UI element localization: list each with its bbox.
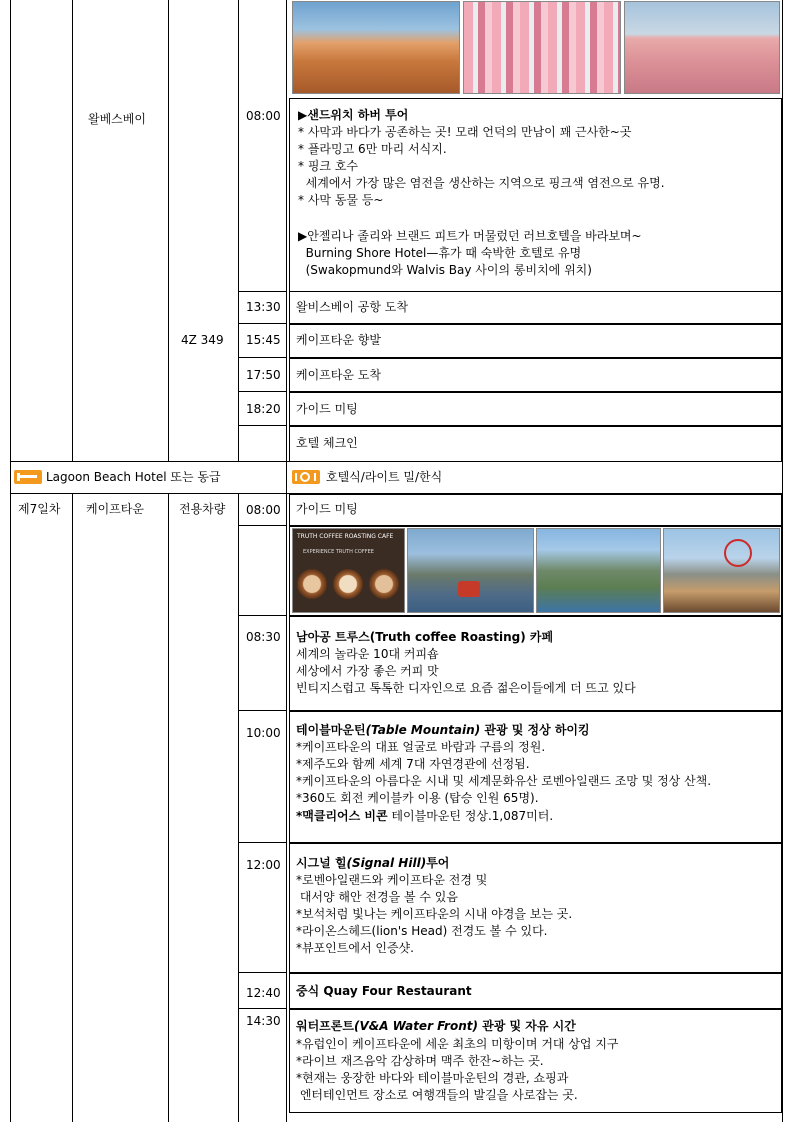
hotel-name: Lagoon Beach Hotel 또는 동급 (46, 470, 221, 484)
detail-line: * 사막 동물 등~ (298, 193, 384, 207)
flamingo-photo (463, 1, 621, 94)
col-line (286, 461, 287, 494)
signal-hill-title (296, 855, 449, 872)
time-0800: 08:00 (246, 109, 281, 123)
waterfront-title (296, 1018, 576, 1035)
truth-coffee-details (296, 646, 636, 697)
detail-line: *360도 회전 케이블카 이용 (탑승 인원 65명). (296, 791, 539, 805)
col-line-4 (238, 0, 239, 462)
time-0830: 08:30 (246, 630, 281, 644)
love-hotel-details (298, 228, 642, 279)
waterfront-photo (663, 528, 780, 613)
detail-line: * 플라밍고 6만 마리 서식지. (298, 142, 447, 156)
detail-line: *제주도와 함께 세계 7대 자연경관에 선정됨. (296, 757, 530, 771)
row-divider (238, 615, 287, 616)
title-part: (Table Mountain) (365, 723, 481, 737)
day6-city: 왈베스베이 (88, 112, 146, 126)
col-line-3 (168, 0, 169, 462)
detail-line: *보석처럼 빛나는 케이프타운의 시내 야경을 보는 곳. (296, 907, 573, 921)
title-part: 시그널 힐 (296, 856, 347, 870)
row-divider (238, 291, 287, 292)
detail-line: * 핑크 호수 (298, 159, 358, 173)
row-divider (10, 461, 783, 462)
lunch-title: 중식 Quay Four Restaurant (296, 984, 472, 998)
time-0800-day7: 08:00 (246, 503, 281, 517)
table-mountain-details (296, 739, 711, 825)
meal-icon (292, 470, 320, 484)
row-divider (238, 391, 287, 392)
capetown-arrival-text: 케이프타운 도착 (296, 368, 381, 382)
lions-head-photo (536, 528, 661, 613)
table-mountain-cable-car-photo (407, 528, 534, 613)
sand-dunes-photo (292, 1, 460, 94)
detail-line: *현재는 웅장한 바다와 테이블마운틴의 경관, 쇼핑과 (296, 1071, 569, 1085)
detail-line: 대서양 해안 전경을 볼 수 있음 (296, 890, 458, 904)
row-divider (238, 972, 287, 973)
col-line-6 (782, 0, 783, 462)
time-1545: 15:45 (246, 333, 281, 347)
col-line-2 (72, 0, 73, 462)
row-divider (238, 710, 287, 711)
capetown-departure-text: 케이프타운 향발 (296, 333, 381, 347)
row-divider (238, 357, 287, 358)
detail-line: 세상에서 가장 좋은 커피 맛 (296, 664, 439, 678)
title-part: 워터프론트 (296, 1019, 354, 1033)
detail-line: *라이브 재즈음악 감상하며 맥주 한잔~하는 곳. (296, 1054, 544, 1068)
detail-line: *케이프타운의 아름다운 시내 및 세계문화유산 로벤아일랜드 조망 및 정상 산책. (296, 774, 712, 788)
detail-line: *유럽인이 케이프타운에 세운 최초의 미항이며 거대 상업 지구 (296, 1037, 619, 1051)
detail-line: 세계의 놀라운 10대 커피숍 (296, 647, 439, 661)
col-line-2 (72, 493, 73, 1122)
detail-line: *로벤아일랜드와 케이프타운 전경 및 (296, 873, 488, 887)
day-label: 제7일차 (18, 502, 61, 516)
airport-arrival-text: 왈비스베이 공항 도착 (296, 300, 408, 314)
row-divider (238, 525, 287, 526)
time-1330: 13:30 (246, 300, 281, 314)
pink-lake-photo (624, 1, 780, 94)
title-part: (Signal Hill) (346, 856, 427, 870)
col-line-5 (286, 493, 287, 1122)
col-line-3 (168, 493, 169, 1122)
col-line-6 (782, 493, 783, 1122)
row-divider (238, 842, 287, 843)
col-line (10, 461, 11, 494)
hotel-checkin-text: 호텔 체크인 (296, 436, 358, 450)
title-part: 관광 및 자유 시간 (477, 1019, 576, 1033)
detail-line: 빈티지스럽고 톡톡한 디자인으로 요즘 젊은이들에게 더 뜨고 있다 (296, 681, 636, 695)
detail-bold: *맥클리어스 비콘 (296, 809, 388, 823)
row-divider (238, 425, 287, 426)
col-line-5 (286, 0, 287, 462)
time-1750: 17:50 (246, 368, 281, 382)
detail-line: *케이프타운의 대표 얼굴로 바람과 구름의 정원. (296, 740, 546, 754)
time-1820: 18:20 (246, 402, 281, 416)
day7-transport: 전용차량 (179, 502, 226, 516)
photo-caption: TRUTH COFFEE ROASTING CAFE (297, 533, 394, 540)
detail-rest: 테이블마운틴 정상.1,087미터. (387, 809, 554, 823)
row-divider (238, 323, 287, 324)
detail-line (296, 808, 711, 825)
guide-meeting-text: 가이드 미팅 (296, 402, 358, 416)
detail-line: (Swakopmund와 Walvis Bay 사이의 롱비치에 위치) (298, 263, 592, 277)
detail-line: *뷰포인트에서 인증샷. (296, 941, 414, 955)
detail-line: ▶안젤리나 졸리와 브랜드 피트가 머물렀던 러브호텔을 바라보며~ (298, 229, 642, 243)
col-line-4 (238, 493, 239, 1122)
title-part: 관광 및 정상 하이킹 (480, 723, 590, 737)
title-part: 투어 (426, 856, 450, 870)
detail-line: Burning Shore Hotel—휴가 때 숙박한 호텔로 유명 (298, 246, 582, 260)
col-line (782, 461, 783, 494)
schedule-row-box (289, 392, 782, 426)
col-line-1 (10, 0, 11, 462)
time-1000: 10:00 (246, 726, 281, 740)
bed-icon (14, 470, 42, 484)
detail-line: 엔터테인먼트 장소로 여행객들의 발길을 사로잡는 곳. (296, 1088, 578, 1102)
truth-coffee-title: 남아공 트루스(Truth coffee Roasting) 카페 (296, 630, 554, 644)
truth-coffee-photo (292, 528, 405, 613)
waterfront-details (296, 1036, 619, 1104)
table-mountain-title (296, 722, 590, 739)
schedule-row-box (289, 426, 782, 462)
detail-line: *라이온스헤드(lion's Head) 전경도 볼 수 있다. (296, 924, 548, 938)
day6-flight-number: 4Z 349 (181, 333, 224, 347)
signal-hill-details (296, 872, 572, 957)
schedule-row-box (289, 494, 782, 526)
time-1240: 12:40 (246, 986, 281, 1000)
detail-line: 세계에서 가장 많은 염전을 생산하는 지역으로 핑크색 염전으로 유명. (298, 176, 665, 190)
time-1200: 12:00 (246, 858, 281, 872)
title-part: (V&A Water Front) (353, 1019, 478, 1033)
photo-caption: EXPERIENCE TRUTH COFFEE (303, 549, 374, 555)
sandwich-harbour-title: ▶샌드위치 하버 투어 (298, 108, 409, 122)
detail-line: * 사막과 바다가 공존하는 곳! 모래 언덕의 만남이 꽤 근사한~곳 (298, 125, 632, 139)
title-part: 테이블마운틴 (296, 723, 366, 737)
sandwich-harbour-details (298, 124, 665, 209)
day7-city: 케이프타운 (86, 502, 144, 516)
time-1430: 14:30 (246, 1014, 281, 1028)
meal-info: 호텔식/라이트 밀/한식 (326, 470, 443, 484)
row-divider (238, 1008, 287, 1009)
col-line-1 (10, 493, 11, 1122)
guide-meeting-day7-text: 가이드 미팅 (296, 502, 358, 516)
